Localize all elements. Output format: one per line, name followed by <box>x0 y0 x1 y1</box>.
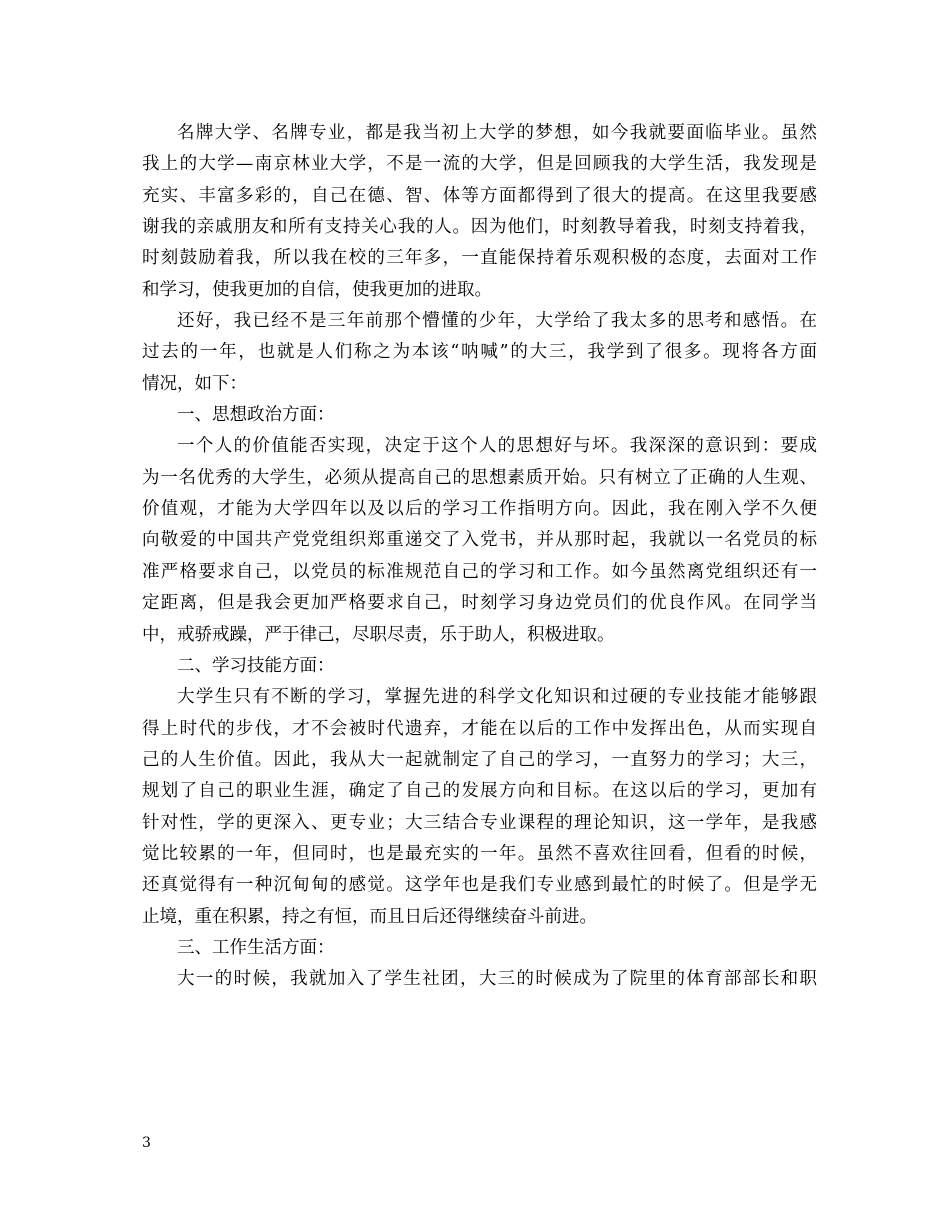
paragraph-line: 中，戒骄戒躁，严于律己，尽职尽责，乐于助人，积极进取。 <box>142 624 615 645</box>
paragraph-line: 过去的一年，也就是人们称之为本该“呐喊”的大三，我学到了很多。现将各方面 <box>142 342 817 363</box>
paragraph-line: 向敬爱的中国共产党党组织郑重递交了入党书，并从那时起，我就以一名党员的标 <box>142 530 817 551</box>
paragraph-line: 时刻鼓励着我，所以我在校的三年多，一直能保持着乐观积极的态度，去面对工作 <box>142 248 817 269</box>
paragraph-line: 准严格要求自己，以党员的标准规范自己的学习和工作。如今虽然离党组织还有一 <box>142 561 817 582</box>
paragraph-line: 己的人生价值。因此，我从大一起就制定了自己的学习，一直努力的学习；大三， <box>142 749 817 770</box>
paragraph-line: 充实、丰富多彩的，自己在德、智、体等方面都得到了很大的提高。在这里我要感 <box>142 185 817 206</box>
paragraph-line: 情况，如下： <box>142 373 247 394</box>
paragraph-line: 一个人的价值能否实现，决定于这个人的思想好与坏。我深深的意识到：要成 <box>177 436 817 457</box>
paragraph-line: 和学习，使我更加的自信，使我更加的进取。 <box>142 279 492 300</box>
paragraph-line: 价值观，才能为大学四年以及以后的学习工作指明方向。因此，我在刚入学不久便 <box>142 499 817 520</box>
body-text <box>142 118 817 996</box>
paragraph-line: 大一的时候，我就加入了学生社团，大三的时候成为了院里的体育部部长和职 <box>177 969 817 990</box>
paragraph-line: 得上时代的步伐，才不会被时代遗弃，才能在以后的工作中发挥出色，从而实现自 <box>142 718 817 739</box>
paragraph-line: 名牌大学、名牌专业，都是我当初上大学的梦想，如今我就要面临毕业。虽然 <box>177 123 817 143</box>
paragraph-line: 定距离，但是我会更加严格要求自己，时刻学习身边党员们的优良作风。在同学当 <box>142 593 817 614</box>
paragraph-line: 还好，我已经不是三年前那个懵懂的少年，大学给了我太多的思考和感悟。在 <box>177 311 817 332</box>
paragraph-line: 为一名优秀的大学生，必须从提高自己的思想素质开始。只有树立了正确的人生观、 <box>142 467 817 488</box>
section-heading: 一、思想政治方面： <box>177 405 335 426</box>
paragraph-line: 还真觉得有一种沉甸甸的感觉。这学年也是我们专业感到最忙的时候了。但是学无 <box>142 875 817 896</box>
paragraph-line: 大学生只有不断的学习，掌握先进的科学文化知识和过硬的专业技能才能够跟 <box>177 687 817 708</box>
paragraph-line: 针对性，学的更深入、更专业；大三结合专业课程的理论知识，这一学年，是我感 <box>142 812 817 833</box>
paragraph-line: 谢我的亲戚朋友和所有支持关心我的人。因为他们，时刻教导着我，时刻支持着我， <box>142 217 817 238</box>
paragraph-line: 我上的大学—南京林业大学，不是一流的大学，但是回顾我的大学生活，我发现是 <box>142 154 817 175</box>
paragraph-line: 觉比较累的一年，但同时，也是最充实的一年。虽然不喜欢往回看，但看的时候， <box>142 843 817 864</box>
paragraph-line: 止境，重在积累，持之有恒，而且日后还得继续奋斗前进。 <box>142 906 597 927</box>
page-number: 3 <box>142 1135 151 1151</box>
paragraph-line: 规划了自己的职业生涯，确定了自己的发展方向和目标。在这以后的学习，更加有 <box>142 781 817 802</box>
section-heading: 二、学习技能方面： <box>177 655 335 676</box>
section-heading: 三、工作生活方面： <box>177 937 335 958</box>
